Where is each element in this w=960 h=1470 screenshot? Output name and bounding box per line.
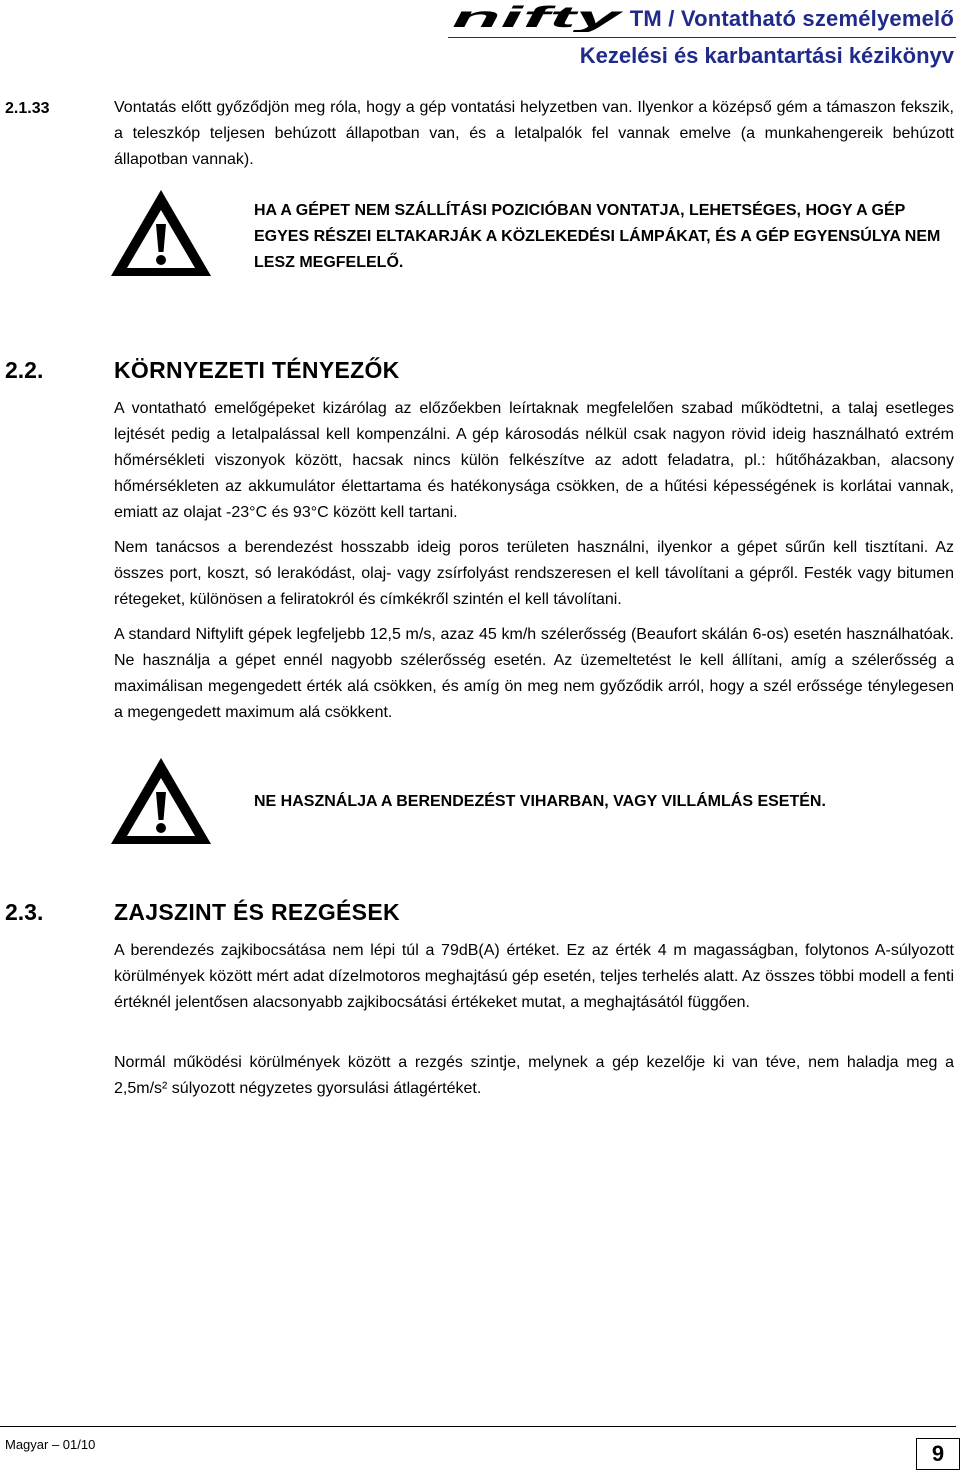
nifty-logo: [448, 4, 624, 32]
header-divider: [448, 37, 956, 38]
warning-triangle-icon: [107, 754, 215, 848]
section-title: KÖRNYEZETI TÉNYEZŐK: [114, 357, 400, 383]
svg-text:nifty: nifty: [452, 4, 624, 32]
page-number: 9: [916, 1438, 960, 1470]
section-paragraph: A standard Niftylift gépek legfeljebb 12,5 m/s, azaz 45 km/h szélerősség (Beaufort skálán 6-os) esetén használhatóak. Ne használja a gépet ennél nagyobb szélerősség esetén. Az üzemeltetést le kell állítani, amíg a szélerősség a maximálisan megengedett érték alá csökken, és amíg ön meg nem győződik arról, hogy a szél erőssége ténylegesen a megengedett maximum alá csökkent.: [114, 626, 954, 721]
section-number: 2.2.: [5, 357, 44, 383]
section-title: ZAJSZINT ÉS REZGÉSEK: [114, 899, 400, 925]
section-paragraph: Nem tanácsos a berendezést hosszabb ideig poros területen használni, ilyenkor a gépet sűrűn kell tisztítani. Az összes port, koszt, só lerakódást, olaj- vagy zsírfolyást rendszeresen el kell távolítani a gépről. Festék vagy bitumen rétegeket, különösen a feliratokról és címkékről szintén el kell távolítani.: [114, 539, 954, 608]
warning-text: NE HASZNÁLJA A BERENDEZÉST VIHARBAN, VAGY VILLÁMLÁS ESETÉN.: [254, 793, 826, 810]
warning-triangle-icon: [107, 186, 215, 280]
document-title: TM / Vontatható személyemelő: [629, 6, 954, 31]
section-number: 2.3.: [5, 899, 44, 925]
item-text: Vontatás előtt győződjön meg róla, hogy a gép vontatási helyzetben van. Ilyenkor a középső gém a támaszon fekszik, a teleszkóp teljesen behúzott állapotban van, és a letalpalók fel vannak emelve (a munkahengereik behúzott állapotban vannak).: [114, 99, 954, 168]
section-paragraph: A berendezés zajkibocsátása nem lépi túl a 79dB(A) értéket. Ez az érték 4 m magasságban, folytonos A-súlyozott körülmények között mért adat dízelmotoros meghajtású gép esetén, teljes terhelés alatt. Az összes többi modell a fenti értéknél jelentősen alacsonyabb zajkibocsátási értékeket mutat, a meghajtásától függően.: [114, 942, 954, 1011]
section-paragraph: A vontatható emelőgépeket kizárólag az előzőekben leírtaknak megfelelően szabad működtetni, a talaj esetleges lejtését pedig a letalpalással kell kompenzálni. A gép károsodás nélkül csak nagyon rövid ideig használható extrém hőmérsékleti viszonyok között, hacsak nincs külön felkészítve az adott feladatra, pl.: hűtőházakban, alacsony hőmérsékleten az akkumulátor élettartama és hatékonysága csökken, de a hűtési képességének is korlátai vannak, emiatt az olajat -23°C és 93°C között kell tartani.: [114, 400, 954, 521]
footer-language-date: Magyar – 01/10: [5, 1437, 96, 1452]
document-subtitle: Kezelési és karbantartási kézikönyv: [579, 43, 954, 68]
item-number: 2.1.33: [5, 100, 50, 117]
footer-divider: [0, 1426, 956, 1427]
warning-text: HA A GÉPET NEM SZÁLLÍTÁSI POZICIÓBAN VONTATJA, LEHETSÉGES, HOGY A GÉP EGYES RÉSZEI ELTAKARJÁK A KÖZLEKEDÉSI LÁMPÁKAT, ÉS A GÉP EGYENSÚLYA NEM LESZ MEGFELELŐ.: [254, 202, 941, 271]
section-paragraph: Normál működési körülmények között a rezgés szintje, melynek a gép kezelője ki van téve, nem haladja meg a 2,5m/s² súlyozott négyzetes gyorsulási átlagértéket.: [114, 1054, 954, 1097]
